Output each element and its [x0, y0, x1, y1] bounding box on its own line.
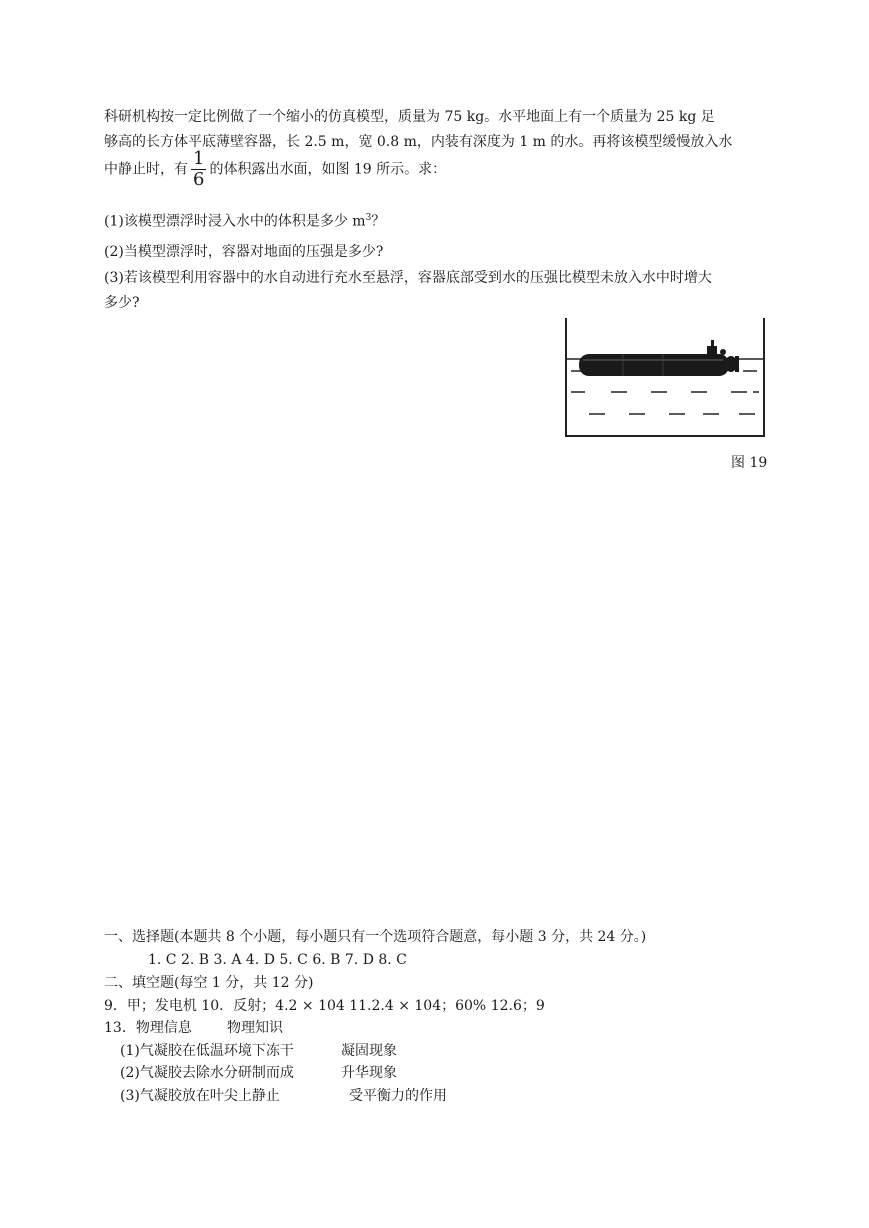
- q13-header-left: 13．物理信息: [104, 1020, 192, 1036]
- question-3-line-1: (3)若该模型利用容器中的水自动进行充水至悬浮，容器底部受到水的压强比模型未放入水中时增大: [104, 270, 712, 286]
- question-1-end: ？: [371, 213, 386, 230]
- submarine-figure: [563, 318, 768, 440]
- q13-row-1-info: (1)气凝胶在低温环境下冻干: [120, 1043, 294, 1059]
- fraction-denominator: 6: [193, 169, 205, 190]
- problem-line-3-post: 的体积露出水面，如图 19 所示。求：: [209, 161, 447, 178]
- q13-row-3-info: (3)气凝胶放在叶尖上静止: [120, 1088, 280, 1104]
- figure-caption: 图 19: [731, 455, 768, 471]
- question-1-text: (1)该模型漂浮时浸入水中的体积是多少 m: [104, 213, 366, 230]
- container-outline: [566, 318, 764, 436]
- q13-header-right: 物理知识: [227, 1020, 283, 1036]
- q13-row-2-knowledge: 升华现象: [341, 1065, 397, 1081]
- section-1-title: 一、选择题(本题共 8 个小题，每小题只有一个选项符合题意，每小题 3 分，共 24 分。): [104, 929, 647, 945]
- q13-row-3-knowledge: 受平衡力的作用: [349, 1088, 447, 1104]
- problem-line-3-pre: 中静止时，有: [104, 161, 188, 178]
- question-1-sup: 3: [365, 213, 372, 223]
- q13-row-1-knowledge: 凝固现象: [341, 1043, 397, 1059]
- q13-row-2-info: (2)气凝胶去除水分研制而成: [120, 1065, 294, 1081]
- fraction-numerator: 1: [193, 148, 205, 169]
- section-1-answers: 1. C 2. B 3. A 4. D 5. C 6. B 7. D 8. C: [148, 952, 407, 968]
- submarine-model: [579, 340, 739, 376]
- fraction: [191, 150, 206, 189]
- section-2-title: 二、填空题(每空 1 分，共 12 分): [104, 975, 314, 991]
- question-3-line-2: 多少?: [104, 295, 140, 311]
- question-1: [104, 208, 385, 232]
- problem-line-2: 够高的长方体平底薄壁容器，长 2.5 m，宽 0.8 m，内装有深度为 1 m 的水。再将该模型缓慢放入水: [104, 134, 733, 150]
- water-dashes: [571, 371, 759, 414]
- answers-9-12: 9．甲；发电机 10．反射；4.2 × 104 11.2.4 × 104；60% 12.6；9: [104, 998, 545, 1014]
- problem-line-1: 科研机构按一定比例做了一个缩小的仿真模型，质量为 75 kg。水平地面上有一个质量为 25 kg 足: [104, 109, 715, 125]
- question-2: (2)当模型漂浮时，容器对地面的压强是多少?: [104, 244, 384, 260]
- problem-line-3: [104, 150, 446, 189]
